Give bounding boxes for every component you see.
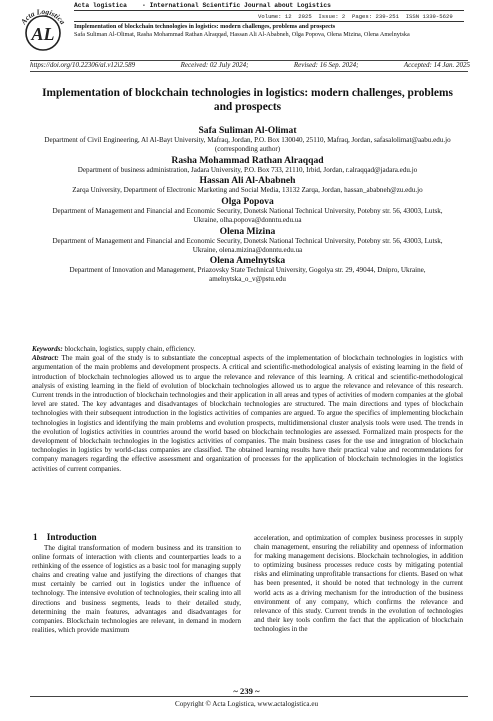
meta-divider [30,71,468,72]
author-affiliation: Department of Civil Engineering, Al Al-Bayt University, Mafraq, Jordan, P.O. Box 130040, 25110, Mafraq, Jordan, safasalolimat@aabu.edu.jo (corresponding author) [44,136,451,153]
author-list [40,124,455,284]
revised-date: Revised: 16 Sep. 2024; [293,61,359,69]
received-date: Received: 02 July 2024; [180,61,249,69]
svg-text:AL: AL [31,24,55,44]
volume-info: Volume: 12 2025 Issue: 2 Pages: 239-251 ISSN 1339-5629 [258,13,453,20]
author-name: Rasha Mohammad Rathan Alraqqad [171,154,324,166]
keywords-line [32,345,463,354]
copyright-notice: Copyright © Acta Logistica, www.actalogistica.eu [174,700,319,708]
author-affiliation: Department of Management and Financial and Economic Security, Donetsk National Technical University, Potebny str. 56, 43003, Lutsk, Ukraine, olha.popova@donntu.edu.ua [52,207,443,224]
author-affiliation: Zarqa University, Department of Electronic Marketing and Social Media, 13132 Zarqa, Jordan, hassan_ababneh@zu.edu.jo [72,186,423,195]
article-meta [30,61,470,69]
abstract-text: The main goal of the study is to substantiate the conceptual aspects of the implementation of blockchain technologies in logistics with argumentation of the main problems and development prospects. A critical and scientific-methodological analysis of existing learning in the field of introduction of blockchain technologies allowed us to argue the relevance and relevance of this learning. A critical and scientific-methodological analysis of existing learning in the field of evolution of blockchain technologies allowed us to argue the relevance and relevance of this research. Current trends in the introduction of blockchain technologies and their application in all areas and types of activities of modern companies at the global level are stated. The key advantages and disadvantages of blockchain technologies are structured. The main directions and types of blockchain technologies with their subsequent introduction in the logistics activities of companies are argued. To argue the specifics of implementing blockchain technologies in logistics and identifying the main problems and evolution prospects, multidimensional cluster analysis tools were used. The trends in the evolution of logistics activities in countries around the world based on blockchain technologies are assessed. Formalized main prospects for the development of blockchain technologies in the logistics activities of companies. The main business cases for the use and integration of blockchain technologies in logistics by world-class companies are classified. The obtained learning results have their practical value and recommendations for company managers regarding the effective assessment and organization of processes for the application of blockchain technologies in the logistics activities of current companies. [32,354,463,473]
footer-divider [30,696,468,697]
running-title: Implementation of blockchain technologies in logistics: modern challenges, problems and prospects [74,23,336,30]
paper-title: Implementation of blockchain technologies in logistics: modern challenges, problems and prospects [42,87,453,113]
author-name: Olena Mizina [219,225,276,237]
abstract-section [32,345,463,474]
intro-column-right [254,534,463,634]
intro-paragraph: acceleration, and optimization of complex business processes in supply chain management, ensuring the reliability and openness of information for making management decisions. Blockchain technologies, in addition to optimizing business processes reduce costs by mitigating potential risks and eliminating unprofitable transactions for clients. Based on what has been presented, it should be noted that technology in the current world acts as a driving mechanism for the introduction of the business environment of any company, which confirms the relevance and relevance of this study. Current trends in the evolution of technologies and their key tools confirm the fact that the application of blockchain technologies in the [254,534,463,633]
svg-text:Acta Logistica: Acta Logistica [18,6,68,26]
author-name: Olga Popova [221,196,274,208]
acta-logistica-logo-icon [14,3,72,61]
page-number: ~ 239 ~ [233,686,260,696]
abstract-label: Abstract: [32,354,59,363]
journal-logo [14,3,72,61]
doi-link[interactable]: https://doi.org/10.22306/al.v12i2.589 [30,61,136,69]
author-name: Safa Suliman Al-Olimat [198,125,297,136]
intro-column-left [32,544,241,635]
author-name: Olena Amelnytska [209,255,286,267]
author-name: Hassan Ali Al-Ababneh [199,175,296,187]
section-heading: 1 Introduction [33,532,97,542]
intro-paragraph: The digital transformation of modern business and its transition to online formats of interaction with clients and counterparties leads to a rethinking of the essence of logistics as a basic tool for managing supply chains and creating value and justifying the directions of changes that must certainly be carried out in logistics under the influence of technology. The intensive evolution of technologies, their scaling into all directions and business segments, leads to their detailed study, determining the main features, advantages and disadvantages for companies. Blockchain technologies are relevant, in demand in modern realities, which provide maximum [32,544,241,634]
accepted-date: Accepted: 14 Jan. 2025 [403,61,470,69]
keywords-label: Keywords: [32,345,63,353]
keywords-text: blockchain, logistics, supply chain, efficiency. [64,345,196,353]
author-affiliation: Department of business administration, Jadara University, P.O. Box 733, 21110, Irbid, Jordan, r.alraqqad@jadara.edu.jo [77,165,418,174]
author-affiliation: Department of Management and Financial and Economic Security, Donetsk National Technical University, Potebny str. 56, 43003, Lutsk, Ukraine, olena.mizina@donntu.edu.ua [52,236,443,254]
journal-title: Acta logistica - International Scientific Journal about Logistics [74,2,331,9]
header-divider [74,21,464,22]
author-affiliation: Department of Innovation and Management, Priazovsky State Technical University, Gogolya str. 29, 49044, Dnipro, Ukraine, amelnytska_o_v@pstu.edu [69,266,426,284]
running-authors: Safa Suliman Al-Olimat, Rasha Mohammad Rathan Alraqqad, Hassan Ali Al-Ababneh, Olga Popova, Olena Mizina, Olena Amelnytska [74,31,410,38]
abstract-body [32,354,463,474]
header-divider [74,10,464,11]
